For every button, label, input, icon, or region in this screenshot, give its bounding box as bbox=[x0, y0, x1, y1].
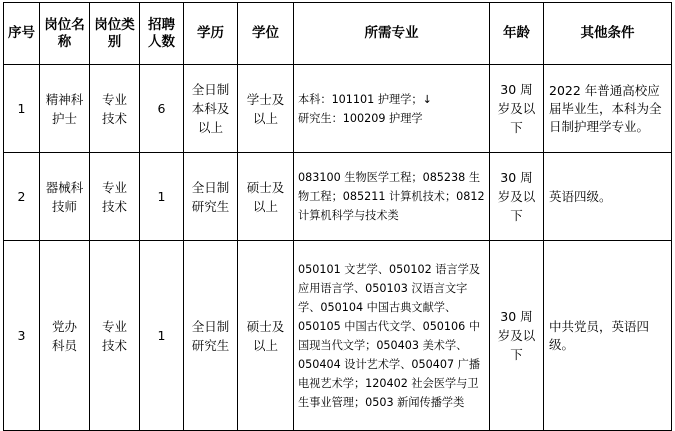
header-education: 学历 bbox=[184, 3, 238, 65]
cell-count: 6 bbox=[140, 65, 184, 153]
cell-age: 30 周岁及以下 bbox=[490, 241, 544, 431]
header-degree: 学位 bbox=[238, 3, 294, 65]
cell-seq: 2 bbox=[4, 153, 40, 241]
header-other: 其他条件 bbox=[544, 3, 672, 65]
cell-other: 中共党员，英语四级。 bbox=[544, 241, 672, 431]
header-post-name: 岗位名称 bbox=[40, 3, 90, 65]
cell-education: 全日制本科及以上 bbox=[184, 65, 238, 153]
header-major: 所需专业 bbox=[294, 3, 490, 65]
cell-post-name: 器械科技师 bbox=[40, 153, 90, 241]
cell-post-type: 专业技术 bbox=[90, 65, 140, 153]
cell-major: 050101 文艺学、050102 语言学及应用语言学、050103 汉语言文字学、050104 中国古典文献学、050105 中国古代文学、050106 中国现当代文学；050403 美术学、050404 设计艺术学、050407 广播电视艺术学；120402 社会医学与卫生事业管理；0503 新闻传播学类 bbox=[294, 241, 490, 431]
cell-count: 1 bbox=[140, 241, 184, 431]
cell-degree: 硕士及以上 bbox=[238, 241, 294, 431]
table-row bbox=[4, 153, 672, 241]
cell-post-name: 精神科护士 bbox=[40, 65, 90, 153]
recruitment-table bbox=[3, 2, 672, 431]
cell-post-name: 党办科员 bbox=[40, 241, 90, 431]
header-row bbox=[4, 3, 672, 65]
cell-degree: 硕士及以上 bbox=[238, 153, 294, 241]
header-seq: 序号 bbox=[4, 3, 40, 65]
cell-other: 2022 年普通高校应届毕业生，本科为全日制护理学专业。 bbox=[544, 65, 672, 153]
header-count: 招聘人数 bbox=[140, 3, 184, 65]
cell-seq: 1 bbox=[4, 65, 40, 153]
cell-post-type: 专业技术 bbox=[90, 153, 140, 241]
cell-degree: 学士及以上 bbox=[238, 65, 294, 153]
cell-education: 全日制研究生 bbox=[184, 241, 238, 431]
cell-age: 30 周岁及以下 bbox=[490, 153, 544, 241]
cell-other: 英语四级。 bbox=[544, 153, 672, 241]
cell-major: 083100 生物医学工程；085238 生物工程；085211 计算机技术；0812 计算机科学与技术类 bbox=[294, 153, 490, 241]
table-row bbox=[4, 65, 672, 153]
header-post-type: 岗位类别 bbox=[90, 3, 140, 65]
cell-major: 本科：101101 护理学；↓ 研究生：100209 护理学 bbox=[294, 65, 490, 153]
cell-education: 全日制研究生 bbox=[184, 153, 238, 241]
header-age: 年龄 bbox=[490, 3, 544, 65]
cell-count: 1 bbox=[140, 153, 184, 241]
cell-post-type: 专业技术 bbox=[90, 241, 140, 431]
table-row bbox=[4, 241, 672, 431]
cell-age: 30 周岁及以下 bbox=[490, 65, 544, 153]
cell-seq: 3 bbox=[4, 241, 40, 431]
